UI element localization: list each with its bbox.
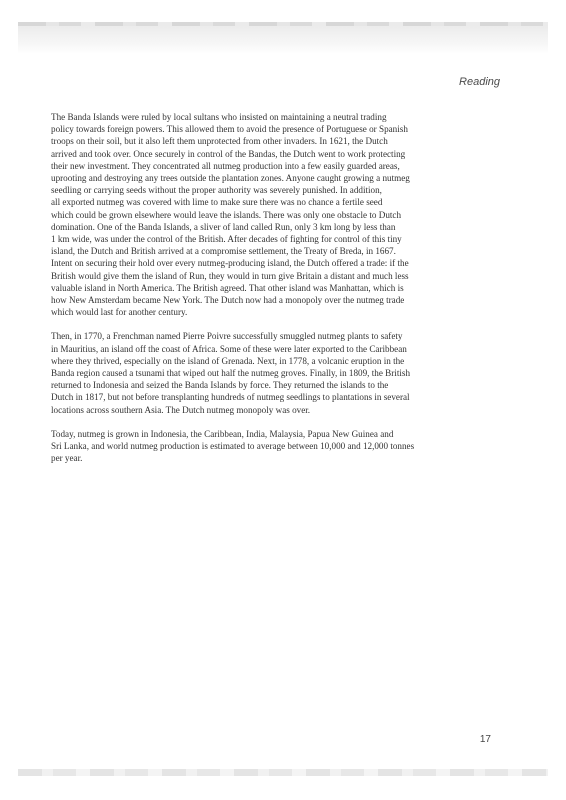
scan-bottom-edge — [18, 769, 548, 776]
reading-passage — [51, 111, 491, 476]
page-number: 17 — [479, 734, 491, 745]
paragraph-1: The Banda Islands were ruled by local sultans who insisted on maintaining a neutral trading policy towards foreign powers. This allowed them to avoid the presence of Portuguese or Spanish troops on their soil, but it also left them unprotected from other invaders. In 1621, the Dutch arrived and took over. Once securely in control of the Bandas, the Dutch went to work protecting their new investment. They concentrated all nutmeg production into a few easily guarded areas, uprooting and destroying any trees outside the plantation zones. Anyone caught growing a nutmeg seedling or carrying seeds without the proper authority was severely punished. In addition, all exported nutmeg was covered with lime to make sure there was no chance a fertile seed which could be grown elsewhere would leave the islands. There was only one obstacle to Dutch domination. One of the Banda Islands, a sliver of land called Run, only 3 km long by less than 1 km wide, was under the control of the British. After decades of fighting for control of this tiny island, the Dutch and British arrived at a compromise settlement, the Treaty of Breda, in 1667. Intent on securing their hold over every nutmeg-producing island, the Dutch offered a trade: if the British would give them the island of Run, they would in turn give Britain a distant and much less valuable island in North America. The British agreed. That other island was Manhattan, which is how New Amsterdam became New York. The Dutch now had a monopoly over the nutmeg trade which would last for another century. — [51, 112, 410, 318]
section-label: Reading — [459, 76, 500, 88]
paragraph-3: Today, nutmeg is grown in Indonesia, the Caribbean, India, Malaysia, Papua New Guinea and Sri Lanka, and world nutmeg production is estimated to average between 10,000 and 12,000 tonnes per year. — [51, 428, 415, 464]
paragraph-2: Then, in 1770, a Frenchman named Pierre Poivre successfully smuggled nutmeg plants to safety in Mauritius, an island off the coast of Africa. Some of these were later exported to the Caribbean where they thrived, especially on the island of Grenada. Next, in 1778, a volcanic eruption in the Banda region caused a tsunami that wiped out half the nutmeg groves. Finally, in 1809, the British returned to Indonesia and seized the Banda Islands by force. They returned the islands to the Dutch in 1817, but not before transplanting hundreds of nutmeg seedlings to plantations in several locations across southern Asia. The Dutch nutmeg monopoly was over. — [51, 331, 411, 415]
scan-top-edge — [18, 22, 548, 54]
